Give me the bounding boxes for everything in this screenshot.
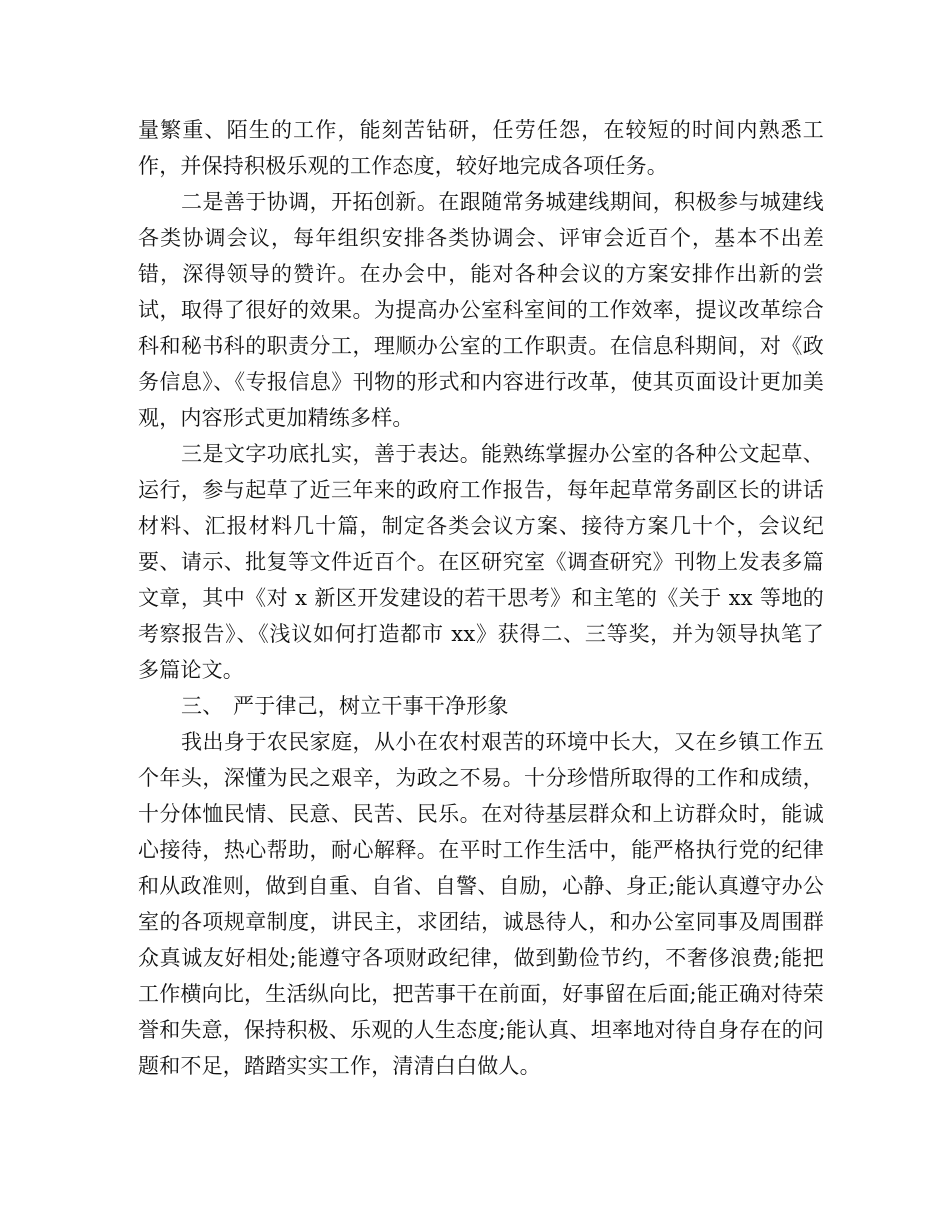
paragraph-writing: 三是文字功底扎实，善于表达。能熟练掌握办公室的各种公文起草、运行，参与起草了近三年来的政府工作报告，每年起草常务副区长的讲话材料、汇报材料几十篇，制定各类会议方案、接待方案几十个，会议纪要、请示、批复等文件近百个。在区研究室《调查研究》刊物上发表多篇文章，其中《对 x 新区开发建设的若干思考》和主笔的《关于 xx 等地的考察报告》、《浅议如何打造都市 xx》获得二、三等奖，并为领导执笔了多篇论文。	[138, 442, 824, 682]
document-page	[138, 112, 824, 1084]
paragraph-self-discipline: 我出身于农民家庭，从小在农村艰苦的环境中长大，又在乡镇工作五个年头，深懂为民之艰辛，为政之不易。十分珍惜所取得的工作和成绩，十分体恤民情、民意、民苦、民乐。在对待基层群众和上访群众时，能诚心接待，热心帮助，耐心解释。在平时工作生活中，能严格执行党的纪律和从政准则，做到自重、自省、自警、自励，心静、身正;能认真遵守办公室的各项规章制度，讲民主，求团结，诚恳待人，和办公室同事及周围群众真诚友好相处;能遵守各项财政纪律，做到勤俭节约，不奢侈浪费;能把工作横向比，生活纵向比，把苦事干在前面，好事留在后面;能正确对待荣誉和失意，保持积极、乐观的人生态度;能认真、坦率地对待自身存在的问题和不足，踏踏实实工作，清清白白做人。	[138, 730, 824, 1078]
paragraph-coordination: 二是善于协调，开拓创新。在跟随常务城建线期间，积极参与城建线各类协调会议，每年组织安排各类协调会、评审会近百个，基本不出差错，深得领导的赞许。在办会中，能对各种会议的方案安排作出新的尝试，取得了很好的效果。为提高办公室科室间的工作效率，提议改革综合科和秘书科的职责分工，理顺办公室的工作职责。在信息科期间，对《政务信息》、《专报信息》刊物的形式和内容进行改革，使其页面设计更加美观，内容形式更加精练多样。	[138, 190, 824, 430]
section-heading-title: 严于律己，树立干事干净形象	[233, 694, 509, 718]
section-heading	[138, 688, 824, 724]
paragraph-continuation: 量繁重、陌生的工作，能刻苦钻研，任劳任怨，在较短的时间内熟悉工作，并保持积极乐观的工作态度，较好地完成各项任务。	[138, 118, 824, 178]
section-heading-number: 三、	[181, 694, 224, 718]
